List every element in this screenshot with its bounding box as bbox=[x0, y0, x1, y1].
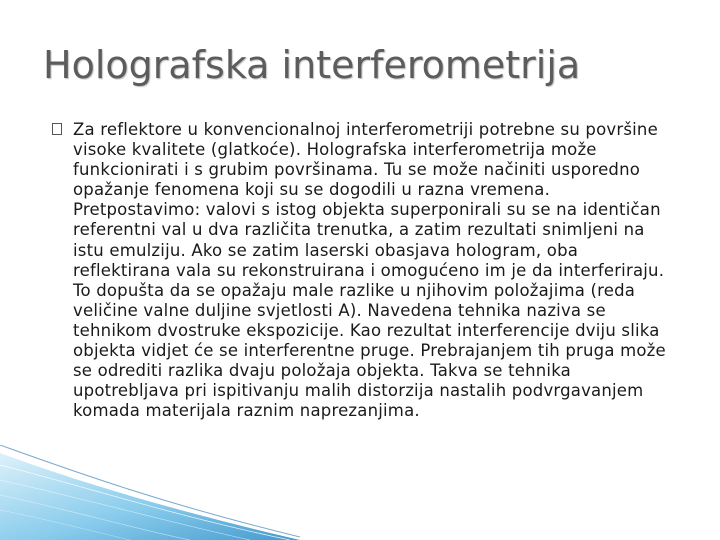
bullet-text: Za reflektore u konvencionalnoj interferometriji potrebne su površine visoke kvalitete (glatkoće). Holografska interferometrija može funkcionirati i s grubim površinama. Tu se može načiniti usporedno opažanje fenomena koji su se dogodili u razna vremena. Pretpostavimo: valovi s istog objekta superponirali su se na identičan referentni val u dva različita trenutka, a zatim rezultati snimljeni na istu emulziju. Ako se zatim laserski obasjava hologram, oba reflektirana vala su rekonstruirana i omogućeno im je da interferiraju. To dopušta da se opažaju male razlike u njihovim položajima (reda veličine valne duljine svjetlosti A). Navedena tehnika naziva se tehnikom dvostruke ekspozicije. Kao rezultat interferencije dviju slika objekta vidjet će se interferentne pruge. Prebrajanjem tih pruga može se odrediti razlika dvaju položaja objekta. Takva se tehnika upotrebljava pri ispitivanju malih distorzija nastalih podvrgavanjem komada materijala raznim naprezanjima. bbox=[73, 120, 666, 421]
decorative-wave-graphic bbox=[0, 445, 300, 540]
slide-title: Holografska interferometrija bbox=[43, 43, 581, 87]
bullet-item bbox=[52, 120, 672, 421]
box-bullet-icon bbox=[52, 123, 62, 135]
